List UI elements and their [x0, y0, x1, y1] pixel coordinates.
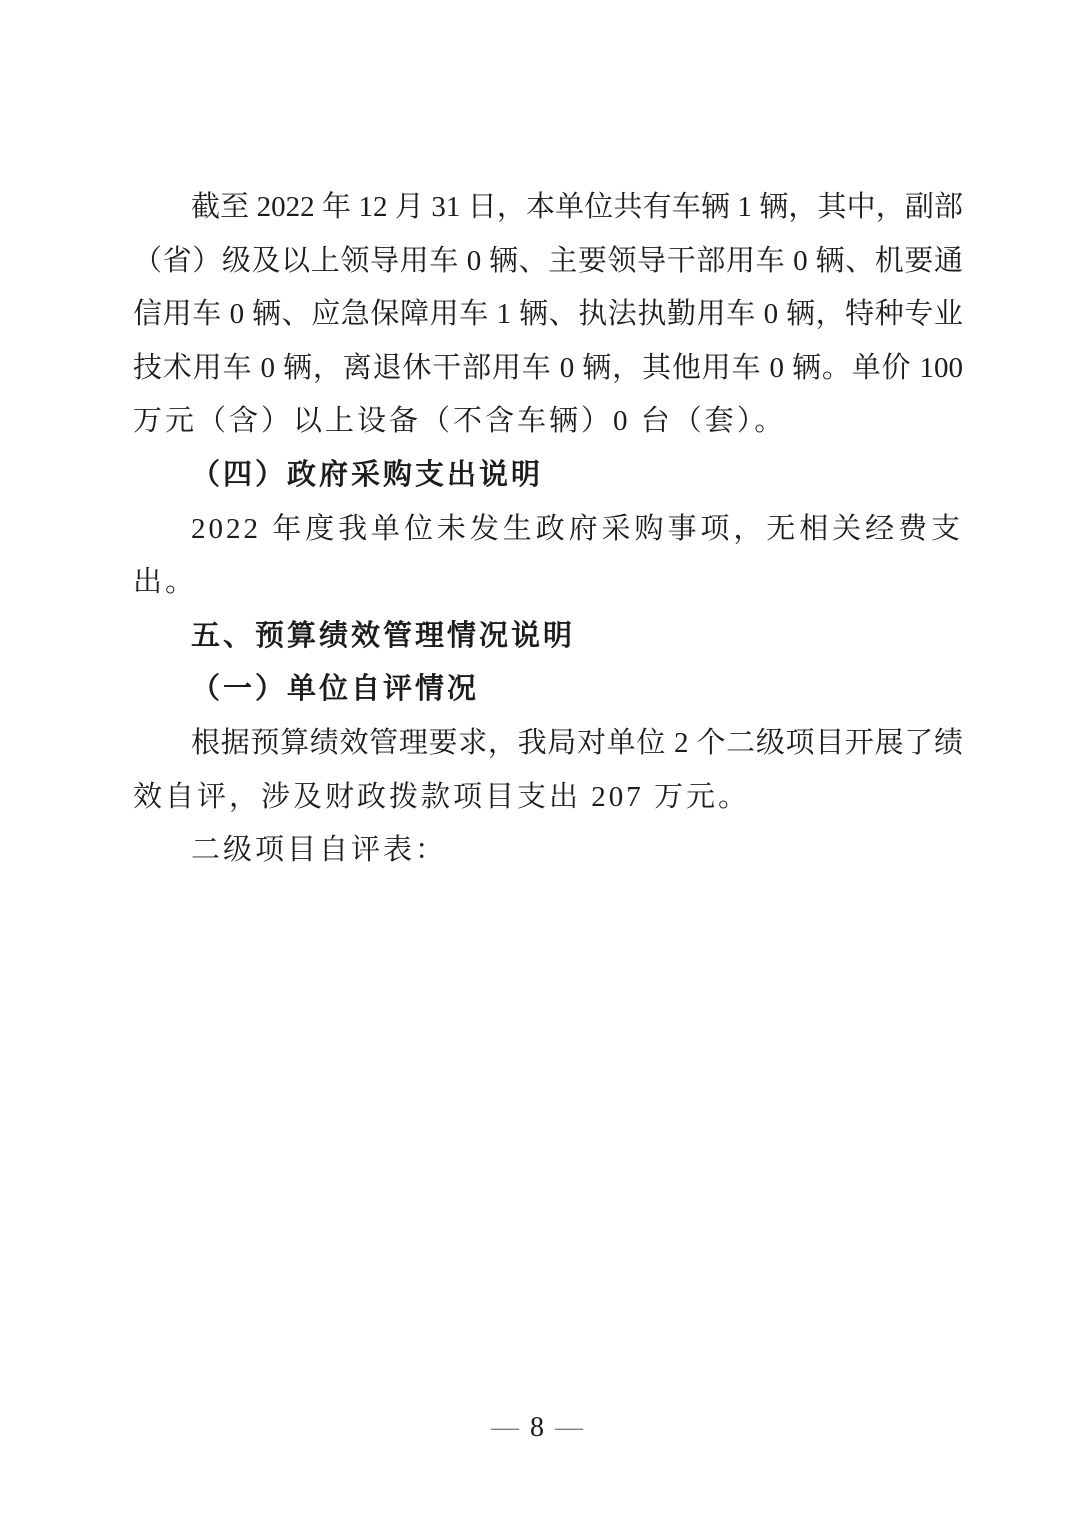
page-footer	[0, 1408, 1074, 1448]
footer-right-dash: —	[555, 1412, 583, 1443]
body-text-line: 万元（含）以上设备（不含车辆）0 台（套）。	[133, 405, 787, 438]
body-text-line: 信用车 0 辆、应急保障用车 1 辆、执法执勤用车 0 辆，特种专业	[133, 298, 963, 331]
document-body	[133, 181, 963, 878]
body-text-line: 根据预算绩效管理要求，我局对单位 2 个二级项目开展了绩	[191, 726, 963, 759]
body-text-line: 二级项目自评表：	[191, 834, 448, 867]
body-text-line: 效自评，涉及财政拨款项目支出 207 万元。	[133, 780, 751, 813]
body-text-line: 截至 2022 年 12 月 31 日，本单位共有车辆 1 辆，其中，副部	[191, 191, 963, 223]
body-text-line: （省）级及以上领导用车 0 辆、主要领导干部用车 0 辆、机要通	[133, 244, 963, 277]
body-text-line: 技术用车 0 辆，离退休干部用车 0 辆，其他用车 0 辆。单价 100	[133, 351, 963, 384]
heading-government-procurement: （四）政府采购支出说明	[191, 458, 544, 491]
footer-left-dash: —	[491, 1412, 519, 1443]
footer-page-number: 8	[530, 1412, 544, 1443]
body-text-line: 2022 年度我单位未发生政府采购事项，无相关经费支出。	[133, 512, 963, 599]
heading-budget-performance: 五、预算绩效管理情况说明	[191, 619, 576, 652]
heading-self-evaluation: （一）单位自评情况	[191, 673, 480, 706]
